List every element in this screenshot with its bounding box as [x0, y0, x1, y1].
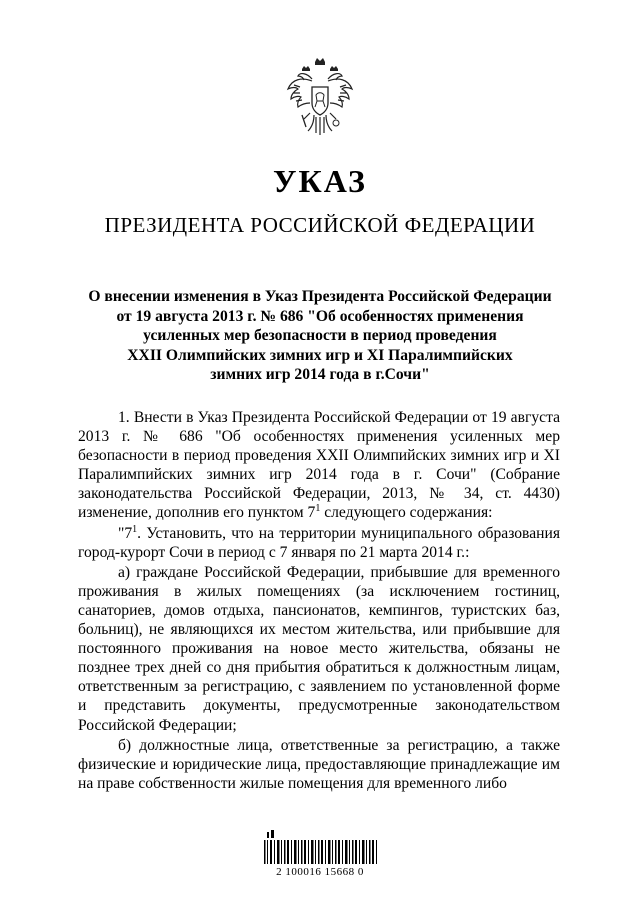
- document-subtitle: ПРЕЗИДЕНТА РОССИЙСКОЙ ФЕДЕРАЦИИ: [104, 213, 536, 237]
- decree-body: [78, 408, 560, 793]
- paragraph-2: [78, 524, 560, 562]
- caption-line: XXII Олимпийских зимних игр и XI Паралимпийских: [127, 346, 513, 364]
- superscript: 1: [132, 523, 138, 535]
- caption-line: усиленных мер безопасности в период проведения: [143, 327, 497, 344]
- coat-of-arms-icon: [286, 57, 354, 139]
- barcode-number: 2 100016 15668 0: [276, 866, 364, 878]
- paragraph-2-text: . Установить, что на территории муниципального образования город-курорт Сочи в период с 7 января по 21 марта 2014 г.:: [78, 524, 560, 561]
- paragraph-2-lead: "7: [118, 524, 133, 542]
- paragraph-4: б) должностные лица, ответственные за регистрацию, а также физические и юридические лица, предоставляющие принадлежащие им на праве собственности жилые помещения для временного либо: [78, 736, 560, 792]
- caption-line: от 19 августа 2013 г. № 686 "Об особенностях применения: [116, 307, 524, 325]
- paragraph-1-tail: следующего содержания:: [320, 504, 493, 522]
- paragraph-1-text: 1. Внести в Указ Президента Российской Федерации от 19 августа 2013 г. № 686 "Об особенностях применения усиленных мер безопасности в период проведения XXII Олимпийских зимних игр и XI Паралимпийских зимних игр 2014 года в г. Сочи" (Собрание законодательства Российской Федерации, 2013, № 34, ст. 4430) изменение, дополнив его пунктом 7: [78, 409, 560, 522]
- paragraph-1: [78, 408, 560, 523]
- caption-line: зимних игр 2014 года в г.Сочи": [210, 366, 430, 383]
- caption-line: О внесении изменения в Указ Президента Российской Федерации: [88, 288, 552, 305]
- decree-caption: [60, 287, 580, 385]
- document-title: УКАЗ: [273, 163, 367, 199]
- paragraph-3: а) граждане Российской Федерации, прибывшие для временного проживания в жилых помещениях (за исключением гостиниц, санаториев, домов отдыха, пансионатов, кемпингов, туристских баз, больниц), не являющихся их местом жительства, или прибывшие для постоянного проживания на новое место жительства, обязаны не позднее трех дней со дня прибытия обратиться к должностным лицам, ответственным за регистрацию, с заявлением по установленной форме и представить документы, предусмотренные законодательством Российской Федерации;: [78, 563, 560, 734]
- superscript: 1: [315, 503, 321, 515]
